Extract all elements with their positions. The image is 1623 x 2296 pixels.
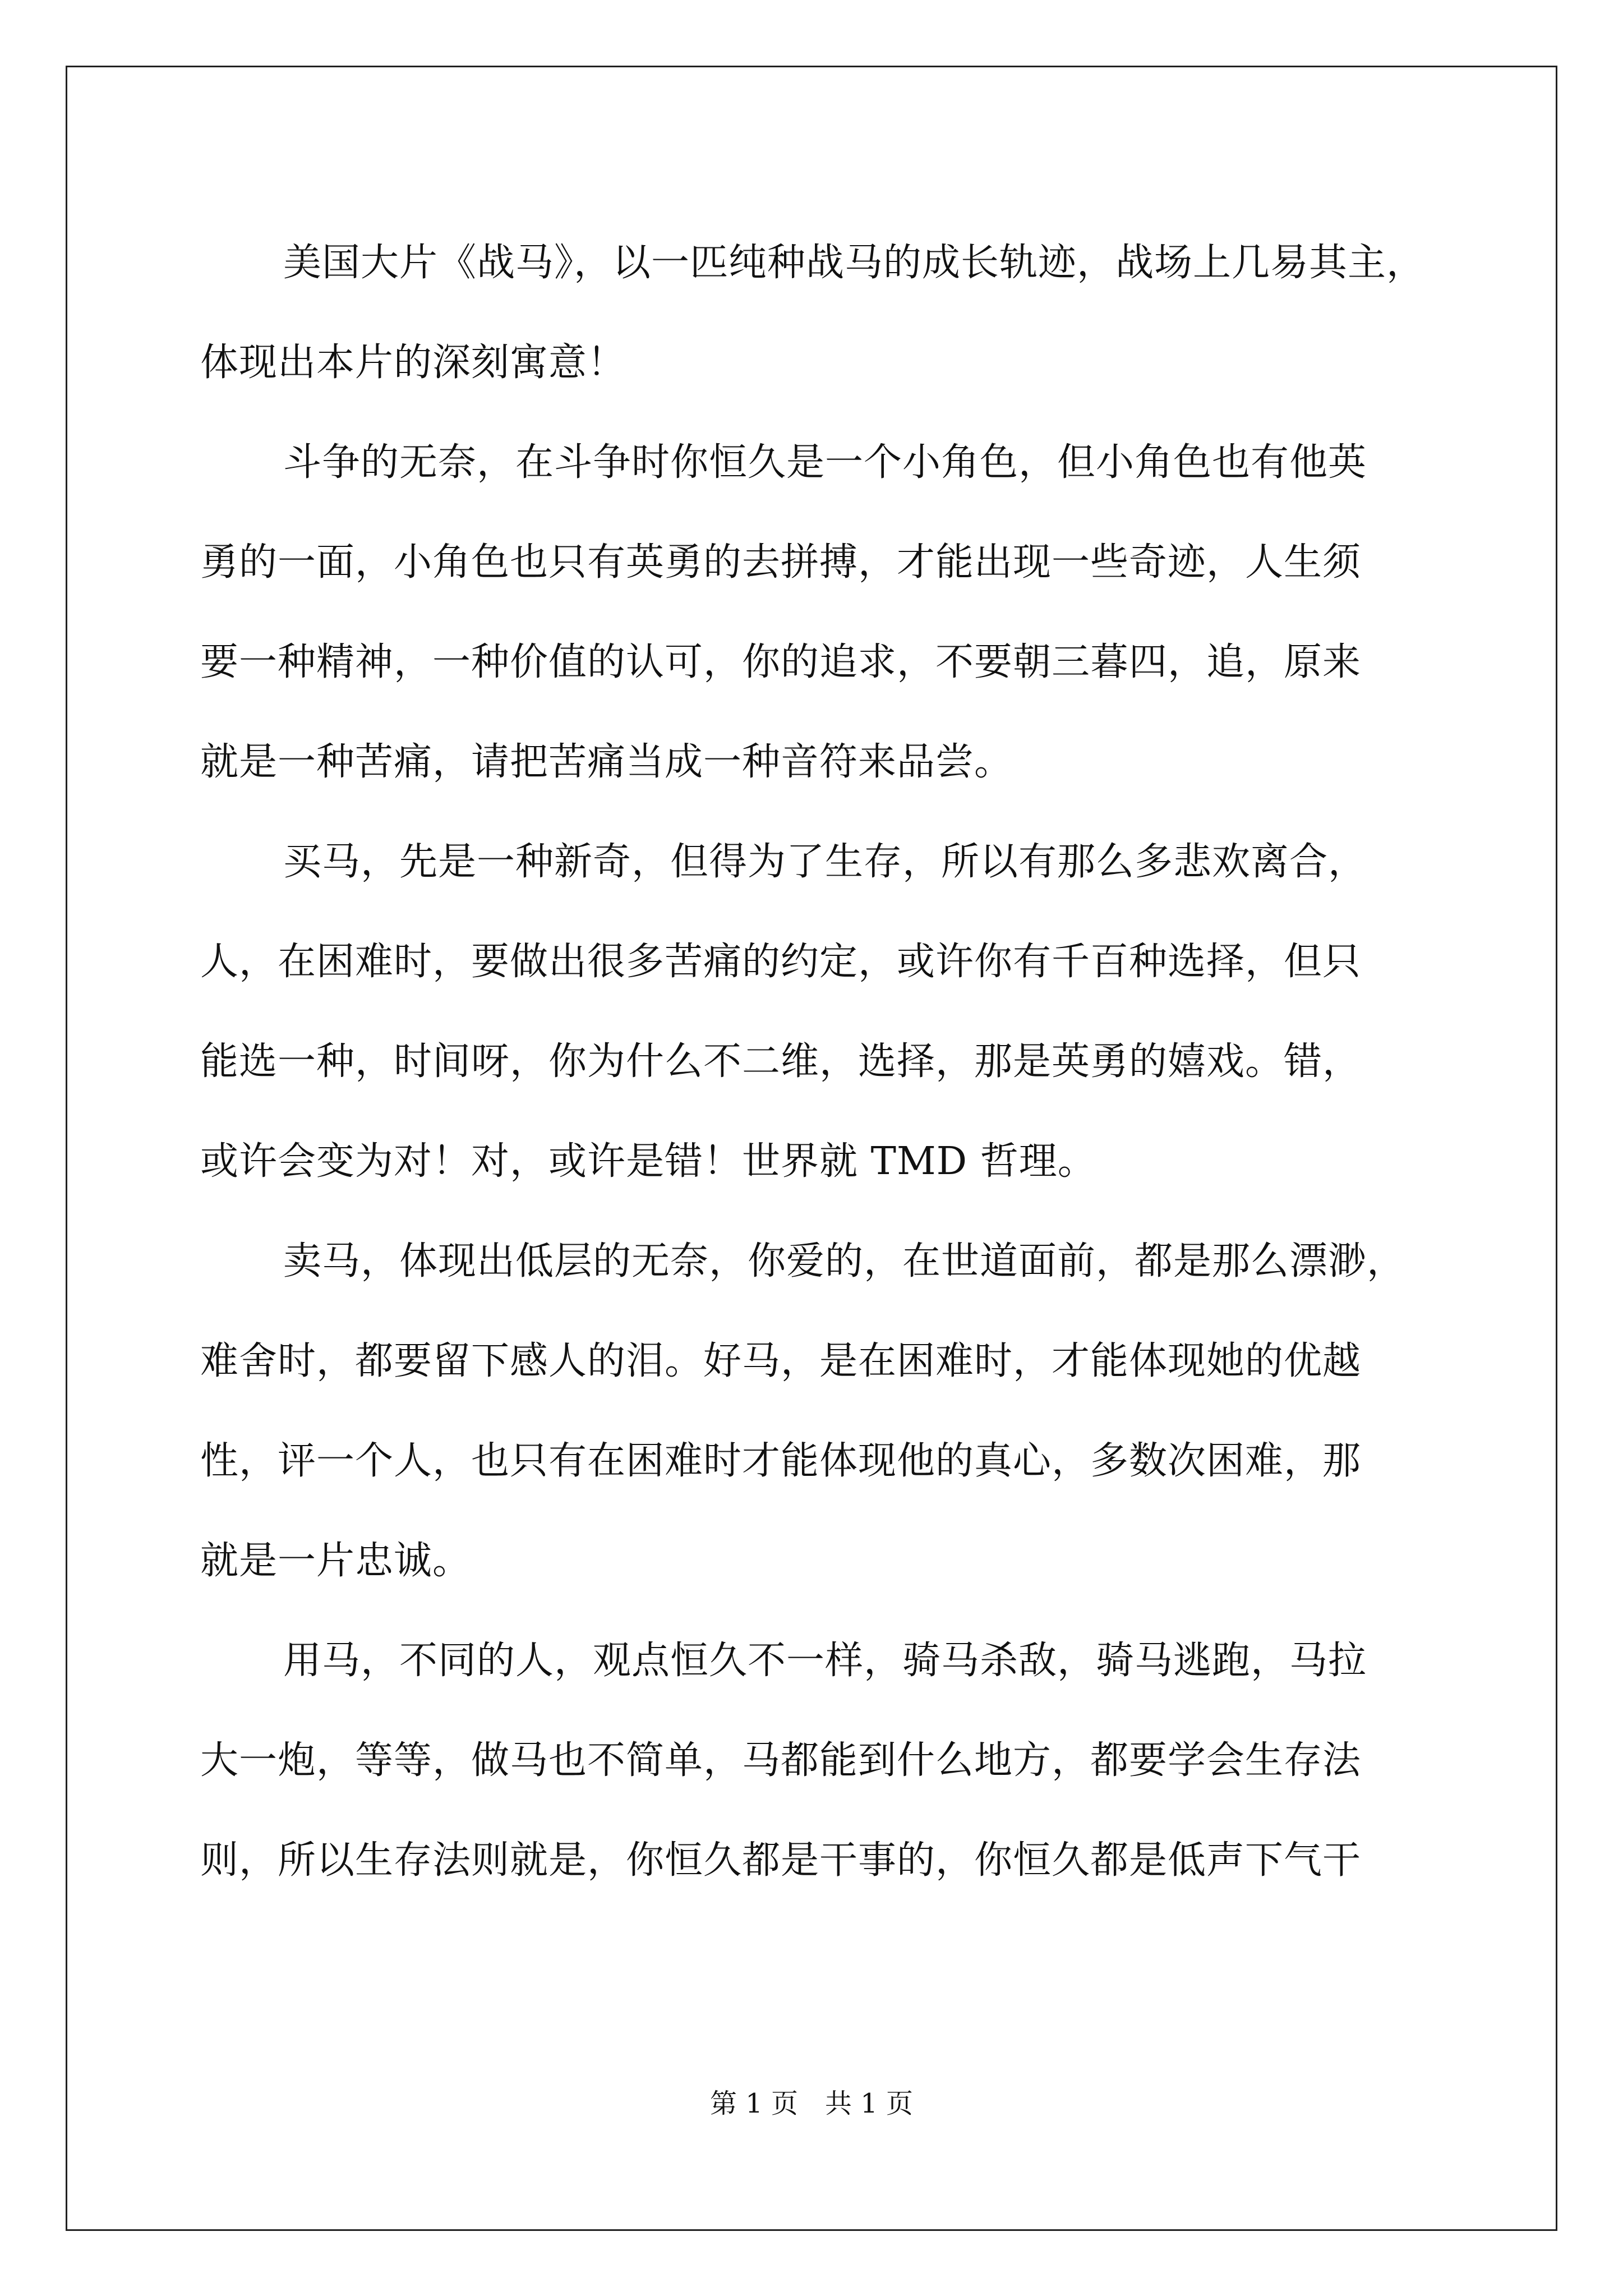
text-line: 难舍时，都要留下感人的泪。好马，是在困难时，才能体现她的优越 <box>200 1339 1362 1383</box>
text-line: 勇的一面，小角色也只有英勇的去拼搏，才能出现一些奇迹，人生须 <box>200 540 1362 585</box>
text-line: 则，所以生存法则就是，你恒久都是干事的，你恒久都是低声下气干 <box>200 1838 1362 1883</box>
text-line: 体现出本片的深刻寓意！ <box>200 341 626 385</box>
text-line: 用马，不同的人，观点恒久不一样，骑马杀敌，骑马逃跑，马拉 <box>283 1639 1367 1683</box>
text-line: 大一炮，等等，做马也不简单，马都能到什么地方，都要学会生存法 <box>200 1738 1362 1783</box>
text-line: 人，在困难时，要做出很多苦痛的约定，或许你有千百种选择，但只 <box>200 940 1362 984</box>
text-line: 卖马，体现出低层的无奈，你爱的，在世道面前，都是那么漂渺， <box>283 1239 1406 1283</box>
text-line: 斗争的无奈，在斗争时你恒久是一个小角色，但小角色也有他英 <box>283 440 1367 485</box>
text-line: 美国大片《战马》，以一匹纯种战马的成长轨迹，战场上几易其主， <box>283 241 1426 285</box>
text-line: 能选一种，时间呀，你为什么不二维，选择，那是英勇的嬉戏。错， <box>200 1039 1362 1084</box>
text-line: 或许会变为对！对，或许是错！世界就 TMD 哲理。 <box>200 1139 1096 1184</box>
text-line: 性，评一个人，也只有在困难时才能体现他的真心，多数次困难，那 <box>200 1439 1362 1483</box>
text-line: 就是一种苦痛，请把苦痛当成一种音符来品尝。 <box>200 740 1013 784</box>
document-body <box>200 213 1434 1911</box>
text-line: 买马，先是一种新奇，但得为了生存，所以有那么多悲欢离合， <box>283 840 1367 884</box>
page-footer: 第 1 页 共 1 页 <box>709 2088 914 2119</box>
text-line: 就是一片忠诚。 <box>200 1539 472 1583</box>
text-line: 要一种精神，一种价值的认可，你的追求，不要朝三暮四，追，原来 <box>200 640 1362 684</box>
